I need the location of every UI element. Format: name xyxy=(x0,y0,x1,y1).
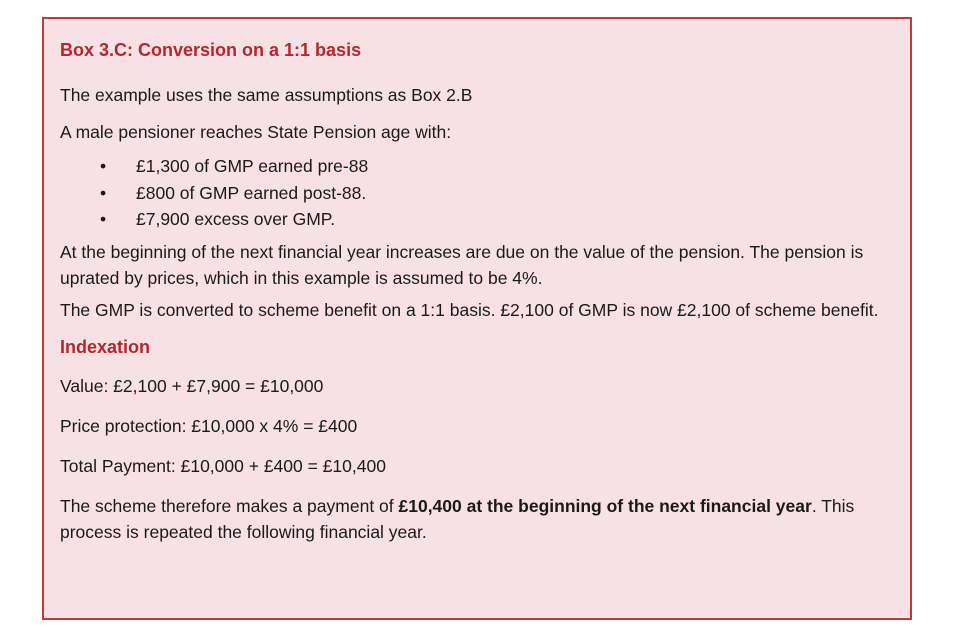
gmp-conversion-text: The GMP is converted to scheme benefit on a 1:1 basis. £2,100 of GMP is now £2,100 of scheme benefit. xyxy=(60,299,879,320)
list-item xyxy=(60,180,894,207)
intro-text: The example uses the same assumptions as Box 2.B xyxy=(60,85,473,105)
bullet-icon: • xyxy=(100,182,107,203)
indexation-heading: Indexation xyxy=(60,336,151,357)
list-item-text: £800 of GMP earned post-88. xyxy=(136,182,367,203)
bullet-icon: • xyxy=(100,156,107,176)
price-protection-calculation: Price protection: £10,000 x 4% = £400 xyxy=(60,415,358,436)
total-payment-calculation: Total Payment: £10,000 + £400 = £10,400 xyxy=(60,455,386,476)
male-pensioner-text: A male pensioner reaches State Pension age with: xyxy=(60,122,452,142)
conclusion-emphasis: £10,400 at the beginning of the next financial year xyxy=(398,495,812,516)
box-title: Box 3.C: Conversion on a 1:1 basis xyxy=(60,40,362,60)
example-box xyxy=(42,17,912,620)
list-item xyxy=(60,206,894,233)
conclusion-end: . This process is repeated the following financial year. xyxy=(60,495,855,542)
bullet-icon: • xyxy=(100,209,107,229)
value-calculation: Value: £2,100 + £7,900 = £10,000 xyxy=(60,375,324,396)
conclusion-text xyxy=(60,493,894,545)
list-item-text: £1,300 of GMP earned pre-88 xyxy=(136,156,369,176)
uprating-text: At the beginning of the next financial year increases are due on the value of the pension. The pension is uprated by prices, which in this example is assumed to be 4%. xyxy=(60,241,864,288)
conclusion-start: The scheme therefore makes a payment of xyxy=(60,495,399,516)
list-item-text: £7,900 excess over GMP. xyxy=(136,209,336,229)
list-item xyxy=(60,153,894,180)
assumptions-list xyxy=(60,153,894,233)
